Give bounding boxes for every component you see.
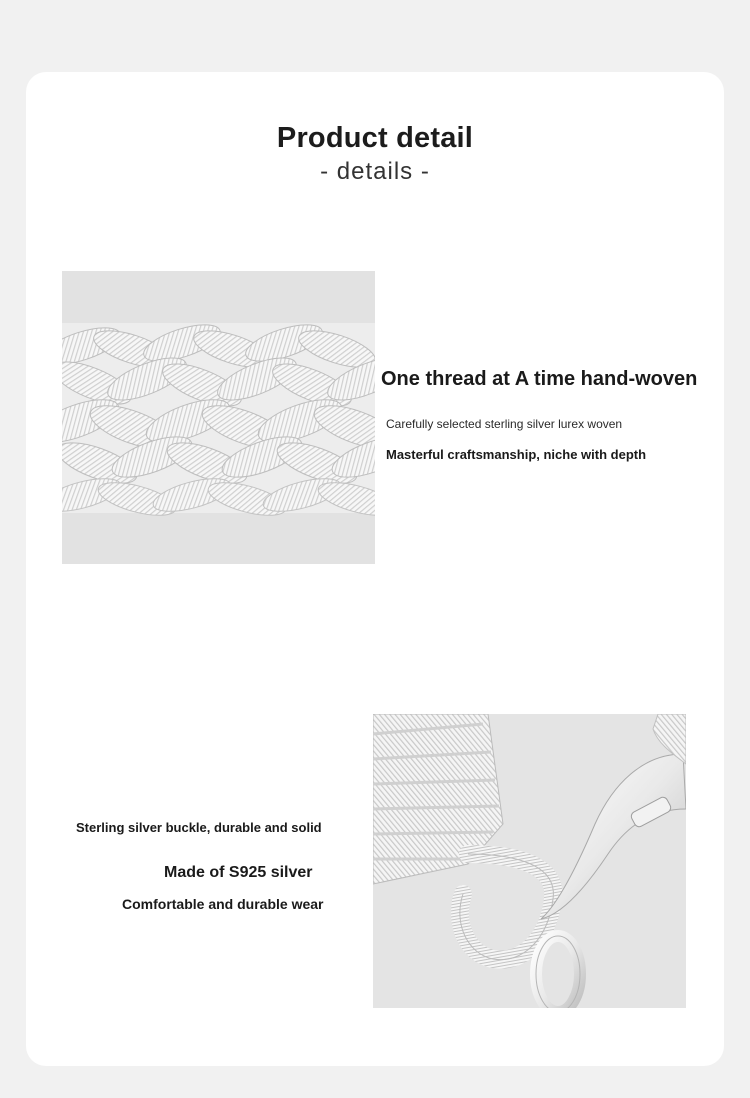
clasp-buckle-icon xyxy=(373,714,686,1008)
braid-weave-icon xyxy=(62,271,375,564)
buckle-heading: Made of S925 silver xyxy=(164,864,313,881)
silver-buckle-photo xyxy=(373,714,686,1008)
page-subtitle: - details - xyxy=(320,158,430,185)
buckle-line-wear: Comfortable and durable wear xyxy=(122,896,324,912)
weave-line-craft: Masterful craftsmanship, niche with depth xyxy=(386,447,647,462)
page-title: Product detail xyxy=(276,122,474,154)
braided-silver-photo xyxy=(62,271,375,564)
buckle-line-durable: Sterling silver buckle, durable and solid xyxy=(76,820,322,835)
weave-line-material: Carefully selected sterling silver lurex woven xyxy=(386,417,623,431)
weave-heading: One thread at A time hand-woven xyxy=(381,368,698,390)
